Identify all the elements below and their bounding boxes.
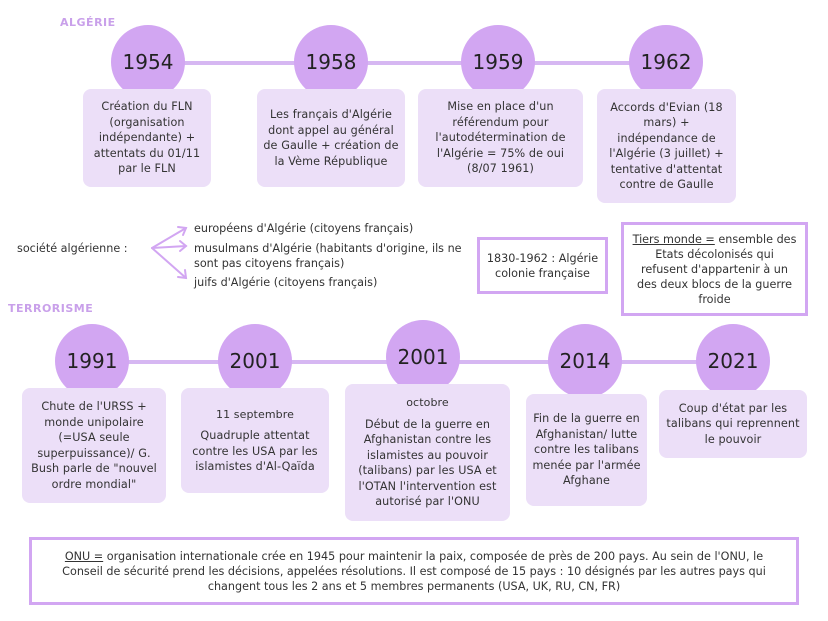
year-circle-1962: 1962	[629, 25, 703, 99]
event-subtitle: 11 septembre	[215, 407, 294, 421]
branch-arrows-icon	[150, 222, 192, 284]
event-subtitle: octobre	[406, 396, 449, 410]
year-circle-2001-septembre: 2001	[218, 324, 292, 398]
event-box-1958	[257, 89, 405, 187]
onu-term: ONU =	[64, 549, 104, 563]
year-circle-1958: 1958	[294, 25, 368, 99]
colonie-text: 1830-1962 : Algérie colonie française	[486, 251, 599, 280]
societe-item-musulmans: musulmans d'Algérie (habitants d'origine, ils ne sont pas citoyens français)	[194, 242, 462, 270]
event-box-2014	[526, 394, 647, 506]
event-box-1954	[83, 89, 211, 187]
event-text: Accords d'Evian (18 mars) + indépendance de l'Algérie (3 juillet) + tentative d'attentat contre de Gaulle	[609, 100, 724, 191]
event-text: Chute de l'URSS + monde unipolaire (=USA seule superpuissance)/ G. Bush parle de "nouvel ordre mondial"	[31, 400, 157, 491]
year-circle-2001-octobre: 2001	[386, 320, 460, 394]
section-title-algerie: ALGÉRIE	[60, 16, 116, 29]
colonie-box	[477, 237, 608, 294]
timeline-line-algerie	[148, 61, 668, 65]
onu-definition: organisation internationale crée en 1945 pour maintenir la paix, composée de près de 200 pays. Au sein de l'ONU, le Conseil de sécurité prend les décisions, appelées résolutions. Il est composé de 15 pays : 10 désignés par les autres pays qui changent tous les 2 ans et 5 membres permanents (USA, UK, RU, CN, FR)	[62, 549, 766, 593]
event-box-2001-septembre	[181, 388, 329, 493]
event-box-1962	[597, 89, 736, 203]
event-text: Quadruple attentat contre les USA par les islamistes d'Al-Qaïda	[192, 429, 318, 473]
tiers-monde-definition: ensemble des Etats décolonisés qui refusent d'appartenir à un des deux blocs de la guerre froide	[637, 232, 797, 306]
year-circle-1991: 1991	[55, 324, 129, 398]
event-text: Création du FLN (organisation indépendante) + attentats du 01/11 par le FLN	[93, 100, 201, 176]
onu-text	[46, 549, 782, 594]
event-box-1991	[22, 388, 166, 503]
event-text: Mise en place d'un référendum pour l'autodétermination de l'Algérie = 75% de oui (8/07 1961)	[435, 100, 566, 176]
event-text: Coup d'état par les talibans qui reprennent le pouvoir	[666, 401, 800, 446]
year-circle-2021: 2021	[696, 324, 770, 398]
tiers-monde-box	[621, 222, 808, 316]
onu-box	[29, 537, 799, 605]
event-box-2021	[659, 390, 807, 458]
societe-item-europeens: européens d'Algérie (citoyens français)	[194, 222, 414, 235]
section-title-terrorisme: TERRORISME	[8, 302, 94, 315]
societe-label: société algérienne :	[17, 242, 128, 255]
year-circle-1959: 1959	[461, 25, 535, 99]
event-text: Les français d'Algérie dont appel au général de Gaulle + création de la Vème République	[263, 108, 399, 168]
societe-item-juifs: juifs d'Algérie (citoyens français)	[194, 276, 378, 289]
event-text: Fin de la guerre en Afghanistan/ lutte contre les talibans menée par l'armée Afghane	[532, 412, 641, 488]
tiers-monde-text	[632, 232, 797, 307]
year-circle-1954: 1954	[111, 25, 185, 99]
tiers-monde-term: Tiers monde =	[632, 232, 715, 246]
event-box-1959	[418, 89, 583, 187]
event-text: Début de la guerre en Afghanistan contre les islamistes au pouvoir (talibans) par les USA et l'OTAN l'intervention est autorisé par l'ONU	[358, 417, 497, 509]
event-box-2001-octobre	[345, 384, 510, 521]
year-circle-2014: 2014	[548, 324, 622, 398]
